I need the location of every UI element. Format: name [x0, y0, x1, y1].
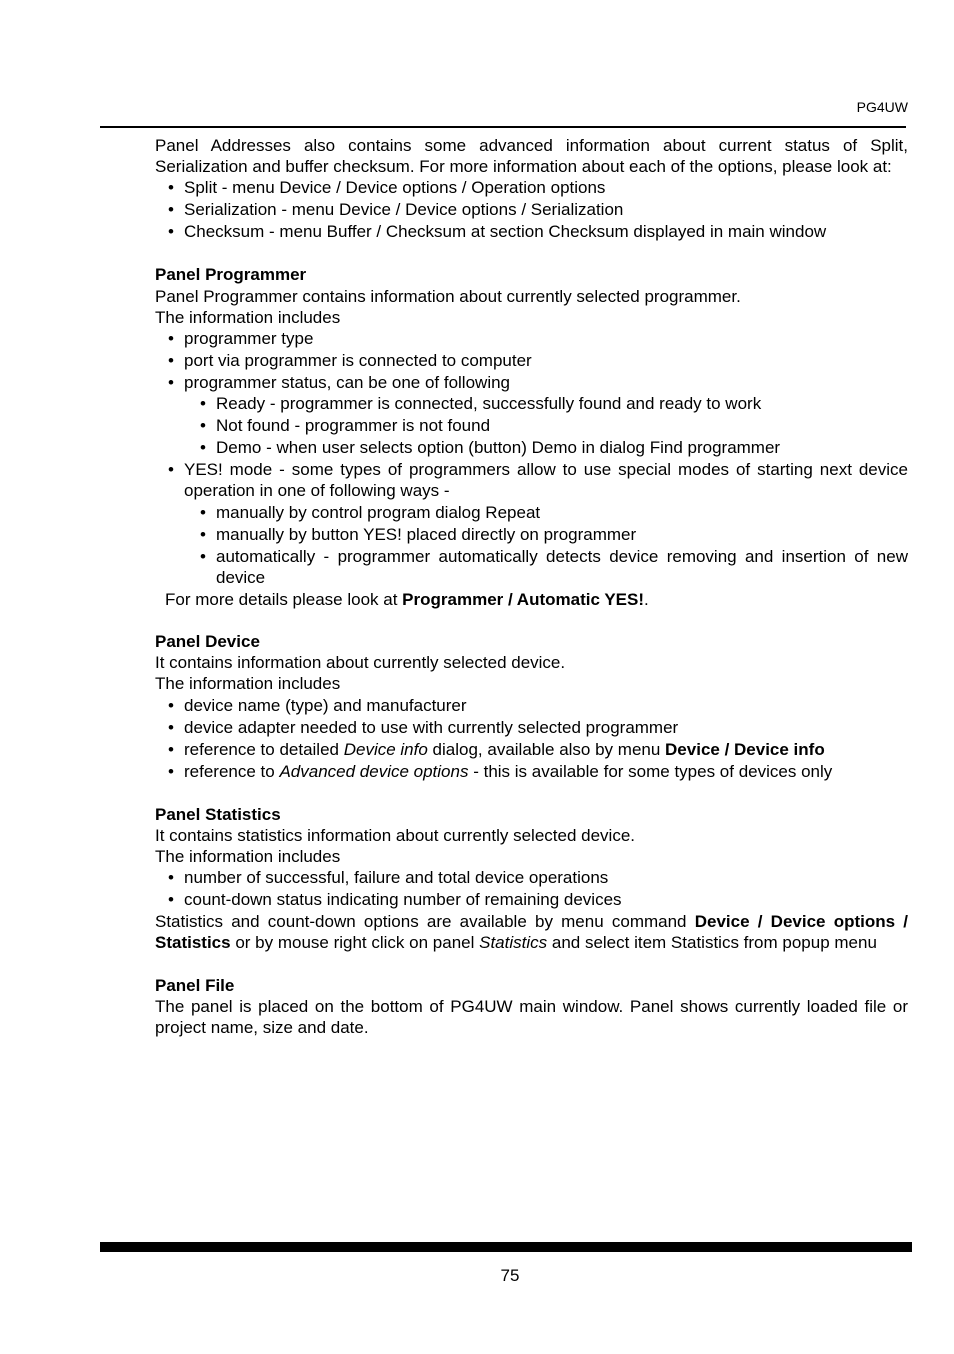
note-reference: Programmer / Automatic YES!	[402, 589, 645, 609]
bullet-icon: •	[200, 416, 206, 436]
list-item	[184, 524, 908, 545]
list-item-text: manually by control program dialog Repeat	[216, 502, 541, 522]
list-item	[184, 437, 908, 458]
bullet-icon: •	[168, 695, 174, 715]
bullet-icon: •	[168, 890, 174, 910]
list-item-italic: Device info	[343, 739, 428, 759]
section-text: The information includes	[155, 307, 341, 327]
section-heading-panel-statistics: Panel Statistics	[155, 804, 281, 824]
list-item	[155, 199, 908, 220]
list-item	[184, 546, 908, 588]
list-item	[155, 695, 908, 716]
paragraph-text: and select item Statistics from popup menu	[547, 933, 877, 953]
header-rule	[100, 126, 906, 128]
section-text: It contains information about currently selected device.	[155, 653, 566, 673]
section-text: The information includes	[155, 847, 341, 867]
list-item	[155, 221, 908, 242]
list-item	[155, 739, 908, 760]
more-details-note	[155, 589, 908, 610]
device-info-list	[155, 695, 908, 782]
intro-list	[155, 177, 908, 242]
list-item	[155, 350, 908, 371]
list-item-text: count-down status indicating number of remaining devices	[184, 890, 622, 910]
bullet-icon: •	[200, 394, 206, 414]
list-item	[155, 717, 908, 738]
bullet-icon: •	[168, 329, 174, 349]
bullet-icon: •	[200, 438, 206, 458]
list-item-text: - this is available for some types of devices only	[468, 761, 833, 781]
list-item	[155, 761, 908, 782]
programmer-status-list	[184, 393, 908, 458]
list-item-text: Demo - when user selects option (button) Demo in dialog Find programmer	[216, 438, 781, 458]
list-item	[155, 372, 908, 458]
list-item-text: Ready - programmer is connected, successfully found and ready to work	[216, 394, 762, 414]
list-item-text: YES! mode - some types of programmers allow to use special modes of starting next device operation in one of following ways -	[184, 460, 908, 501]
list-item	[155, 867, 908, 888]
section-heading-panel-file: Panel File	[155, 975, 235, 995]
list-item	[155, 177, 908, 198]
footer-rule	[100, 1242, 912, 1252]
intro-paragraph: Panel Addresses also contains some advanced information about current status of Split, Serialization and buffer checksum. For more information about each of the options, please look at:	[155, 136, 908, 177]
section-text: The information includes	[155, 674, 341, 694]
page-content	[155, 135, 908, 1038]
bullet-icon: •	[168, 717, 174, 737]
bullet-icon: •	[168, 460, 174, 480]
bullet-icon: •	[168, 200, 174, 220]
bullet-icon: •	[168, 739, 174, 759]
paragraph-text: or by mouse right click on panel	[230, 933, 480, 953]
list-item-bold: Device / Device info	[665, 739, 825, 759]
list-item-text: Not found - programmer is not found	[216, 416, 491, 436]
list-item	[184, 415, 908, 436]
note-text: For more details please look at	[165, 589, 403, 609]
header-title: PG4UW	[856, 99, 908, 115]
programmer-info-list	[155, 328, 908, 588]
list-item-text: manually by button YES! placed directly on programmer	[216, 524, 637, 544]
paragraph-bold: Device / Device options / Statistics	[155, 912, 908, 953]
list-item-text: port via programmer is connected to computer	[184, 351, 532, 371]
list-item	[155, 889, 908, 910]
list-item-text: reference to detailed	[184, 739, 344, 759]
statistics-info-list	[155, 867, 908, 910]
list-item	[184, 502, 908, 523]
bullet-icon: •	[168, 178, 174, 198]
statistics-paragraph	[155, 911, 908, 953]
section-text: It contains statistics information about currently selected device.	[155, 825, 636, 845]
page-number: 75	[500, 1266, 520, 1285]
section-text: The panel is placed on the bottom of PG4UW main window. Panel shows currently loaded file or project name, size and date.	[155, 996, 908, 1038]
section-heading-panel-device: Panel Device	[155, 632, 260, 652]
bullet-icon: •	[200, 502, 206, 522]
bullet-icon: •	[200, 546, 206, 566]
list-item	[155, 459, 908, 588]
list-item-text: dialog, available also by menu	[427, 739, 666, 759]
bullet-icon: •	[168, 868, 174, 888]
paragraph-italic: Statistics	[479, 933, 548, 953]
paragraph-text: Statistics and count-down options are available by menu command	[155, 912, 695, 932]
list-item-text: device adapter needed to use with currently selected programmer	[184, 717, 679, 737]
bullet-icon: •	[168, 351, 174, 371]
yes-mode-list	[184, 502, 908, 588]
list-item	[184, 393, 908, 414]
list-item-text: Serialization - menu Device / Device options / Serialization	[184, 200, 624, 220]
bullet-icon: •	[168, 222, 174, 242]
list-item-text: Checksum - menu Buffer / Checksum at section Checksum displayed in main window	[184, 222, 827, 242]
list-item-text: automatically - programmer automatically detects device removing and insertion of new device	[216, 546, 908, 587]
section-text: Panel Programmer contains information about currently selected programmer.	[155, 286, 741, 306]
bullet-icon: •	[168, 761, 174, 781]
bullet-icon: •	[168, 373, 174, 393]
list-item-italic: Advanced device options	[279, 761, 469, 781]
list-item-text: device name (type) and manufacturer	[184, 695, 467, 715]
list-item-text: reference to	[184, 761, 280, 781]
section-heading-panel-programmer: Panel Programmer	[155, 265, 307, 285]
bullet-icon: •	[200, 524, 206, 544]
list-item-text: number of successful, failure and total device operations	[184, 868, 609, 888]
list-item-text: programmer status, can be one of following	[184, 373, 511, 393]
list-item-text: programmer type	[184, 329, 314, 349]
list-item-text: Split - menu Device / Device options / Operation options	[184, 178, 606, 198]
note-text: .	[644, 589, 649, 609]
list-item	[155, 328, 908, 349]
